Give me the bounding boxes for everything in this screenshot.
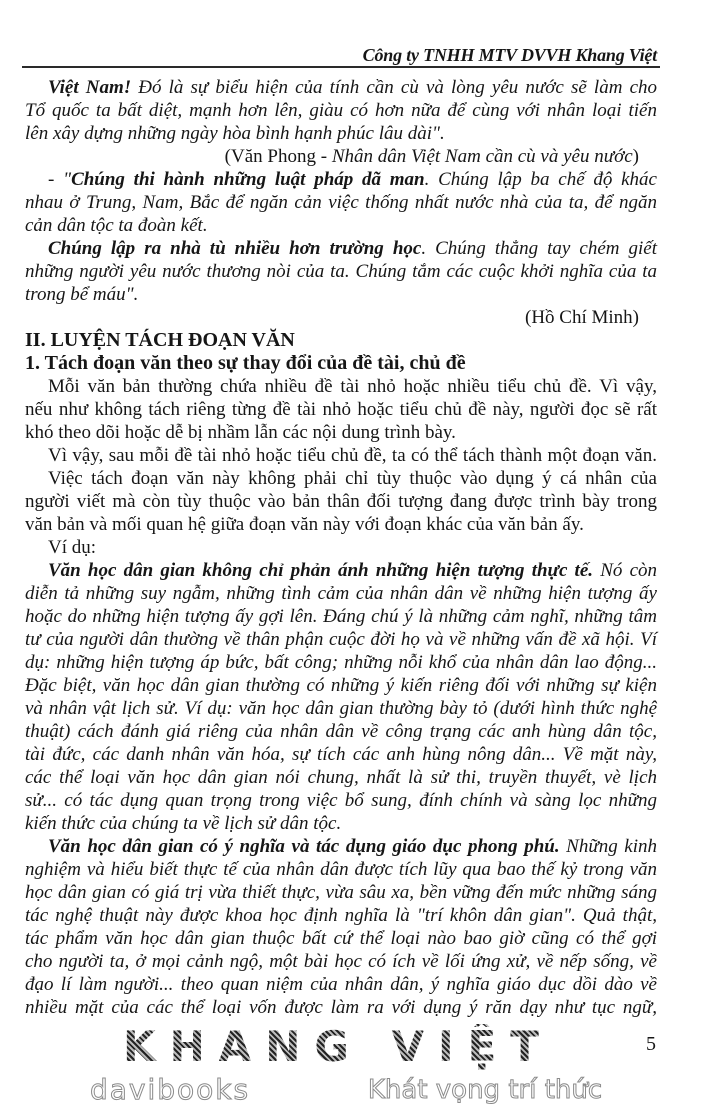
emphasis-text: Chúng thi hành những luật pháp dã man	[71, 169, 425, 190]
text-line	[25, 697, 657, 720]
text-line	[25, 789, 657, 812]
text-line	[25, 283, 657, 306]
text-run: tác phẩm văn học dân gian thuộc bất cứ thể loại nào bao giờ cũng có thể gợi	[25, 928, 657, 949]
text-line	[25, 536, 657, 559]
emphasis-text: Văn học dân gian không chỉ phản ánh những hiện tượng thực tế.	[48, 560, 594, 581]
text-line	[25, 467, 657, 490]
emphasis-text: Chúng lập ra nhà tù nhiều hơn trường học	[48, 238, 422, 259]
text-run: nhiều mặt của các thể loại vốn được làm ra với dụng ý răn dạy như tục ngữ,	[25, 997, 657, 1018]
text-run: Vì vậy, sau mỗi đề tài nhỏ hoặc tiểu chủ đề, ta có thể tách thành một đoạn văn.	[48, 445, 657, 466]
text-run: Đặc biệt, văn học dân gian thường có những ý kiến riêng đối với những sự kiện	[25, 675, 657, 696]
text-line	[25, 122, 657, 145]
watermark-site: davibooks	[89, 1073, 251, 1106]
text-line	[25, 513, 657, 536]
text-run: cản dân tộc ta đoàn kết.	[25, 215, 208, 236]
text-run: các thể loại văn học dân gian nói chung, nhất là sử thi, truyền thuyết, vè lịch	[25, 767, 657, 788]
text-run: cho người ta, ở mọi cảnh ngộ, một bài học có ích về lối ứng xử, về nếp sống, về	[25, 951, 657, 972]
text-run: trong bể máu".	[25, 284, 139, 305]
header-rule	[22, 66, 660, 68]
text-run: thuật) cách đánh giá riêng của nhân dân về công trạng các anh hùng dân tộc,	[25, 721, 657, 742]
text-line	[25, 812, 657, 835]
text-run: người viết mà còn tùy thuộc vào bản thân đối tượng đang được trình bày trong	[25, 491, 657, 512]
text-run: . Chúng lập ba chế độ khác	[424, 169, 657, 190]
text-run: những người yêu nước thương nòi của ta. Chúng tắm các cuộc khởi nghĩa của ta	[25, 261, 657, 282]
text-line	[25, 950, 657, 973]
text-run: Việc tách đoạn văn này không phải chỉ tùy thuộc vào dụng ý cá nhân của	[48, 468, 657, 489]
text-line	[25, 260, 657, 283]
page-body-text	[25, 76, 657, 1019]
text-run: Đó là sự biểu hiện của tính cần cù và lòng yêu nước sẽ làm cho	[131, 77, 657, 98]
text-run: khó theo dõi hoặc dễ bị nhầm lẫn các nội dung trình bày.	[25, 422, 456, 443]
page-number: 5	[646, 1033, 656, 1055]
text-run: học dân gian có giá trị vừa thiết thực, vừa sâu xa, bền vững đến mức những sáng	[25, 882, 657, 903]
text-run: Nó còn	[593, 560, 658, 581]
text-line	[25, 927, 657, 950]
text-run: tư của người dân thường về thân phận cuộc đời họ và về những vấn đề xã hội. Ví	[25, 629, 657, 650]
watermark-slogan: Khát vọng trí thức	[367, 1075, 603, 1105]
text-line	[25, 674, 657, 697]
text-line	[25, 766, 657, 789]
text-run: đạo lí làm người... theo quan niệm của nhân dân, ý nghĩa giáo dục dồi dào về	[25, 974, 657, 995]
text-run: tài đức, các danh nhân văn hóa, sự tích các anh hùng nông dân... Về mặt này,	[25, 744, 657, 765]
text-line	[25, 237, 657, 260]
text-line	[25, 996, 657, 1019]
text-run: . Chúng thẳng tay chém giết	[421, 238, 657, 259]
text-line	[25, 214, 657, 237]
text-line	[25, 421, 657, 444]
text-line	[25, 352, 657, 375]
emphasis-text: Văn học dân gian có ý nghĩa và tác dụng giáo dục phong phú.	[48, 836, 560, 857]
text-line	[25, 398, 657, 421]
text-line	[25, 99, 657, 122]
text-run: diễn tả những suy ngẫm, những tình cảm của nhân dân về những hiện tượng ấy	[25, 583, 657, 604]
text-line	[25, 651, 657, 674]
text-run: Mỗi văn bản thường chứa nhiều đề tài nhỏ hoặc nhiều tiểu chủ đề. Vì vậy,	[48, 376, 657, 397]
text-line	[25, 628, 657, 651]
text-line	[25, 605, 657, 628]
text-run: nghiệm và hiểu biết thực tế của nhân dân được tích lũy qua bao thế kỷ trong văn	[25, 859, 657, 880]
text-line	[25, 835, 657, 858]
text-run: Ví dụ:	[48, 537, 97, 558]
text-run: nếu như không tách riêng từng đề tài nhỏ hoặc tiểu chủ đề này, người đọc sẽ rất	[25, 399, 657, 420]
text-line	[25, 145, 657, 168]
text-line	[25, 490, 657, 513]
emphasis-text: 1. Tách đoạn văn theo sự thay đổi của đề tài, chủ đề	[25, 352, 466, 374]
text-run: hoặc do những hiện tượng ấy gợi lên. Đáng chú ý là những cảm nghĩ, những tâm	[25, 606, 657, 627]
text-line	[25, 375, 657, 398]
text-run: )	[632, 146, 639, 167]
text-line	[25, 444, 657, 467]
text-line	[25, 743, 657, 766]
text-run: kiến thức của chúng ta về lịch sử dân tộc.	[25, 813, 342, 834]
emphasis-text: Việt Nam!	[48, 77, 132, 98]
text-run: Nhân dân Việt Nam cần cù và yêu nước	[331, 146, 633, 167]
text-line	[25, 973, 657, 996]
text-run: - "	[48, 169, 72, 190]
text-run: (Hồ Chí Minh)	[525, 307, 639, 328]
text-line	[25, 559, 657, 582]
text-line	[25, 329, 657, 352]
text-line	[25, 858, 657, 881]
text-run: Những kinh	[559, 836, 657, 857]
text-line	[25, 904, 657, 927]
text-line	[25, 306, 657, 329]
text-line	[25, 582, 657, 605]
text-line	[25, 168, 657, 191]
watermark-brand-logo: KHANG VIỆT	[58, 1024, 618, 1070]
text-line	[25, 76, 657, 99]
text-run: Tổ quốc ta bất diệt, mạnh hơn lên, giàu có hơn nữa để cùng với nhân loại tiến	[25, 100, 657, 121]
text-run: lên xây dựng những ngày hòa bình hạnh phúc lâu dài".	[25, 123, 445, 144]
text-line	[25, 720, 657, 743]
text-run: sử... có tác dụng quan trọng trong việc bổ sung, đính chính và sàng lọc những	[25, 790, 657, 811]
running-header-publisher: Công ty TNHH MTV DVVH Khang Việt	[362, 45, 657, 65]
text-run: dụ: những hiện tượng áp bức, bất công; những nỗi khổ của nhân dân lao động...	[25, 652, 657, 673]
text-line	[25, 881, 657, 904]
text-run: và nhân vật lịch sử. Ví dụ: văn học dân gian thường bày tỏ (dưới hình thức nghệ	[25, 698, 657, 719]
text-run: (Văn Phong -	[224, 146, 332, 167]
text-run: tác nghệ thuật này được khoa học định nghĩa là "trí khôn dân gian". Quả thật,	[25, 905, 657, 926]
text-line	[25, 191, 657, 214]
text-run: văn bản và mối quan hệ giữa đoạn văn này với đoạn khác của văn bản ấy.	[25, 514, 584, 535]
emphasis-text: II. LUYỆN TÁCH ĐOẠN VĂN	[25, 329, 295, 351]
text-run: nhau ở Trung, Nam, Bắc để ngăn cản việc thống nhất nước nhà của ta, để ngăn	[25, 192, 657, 213]
